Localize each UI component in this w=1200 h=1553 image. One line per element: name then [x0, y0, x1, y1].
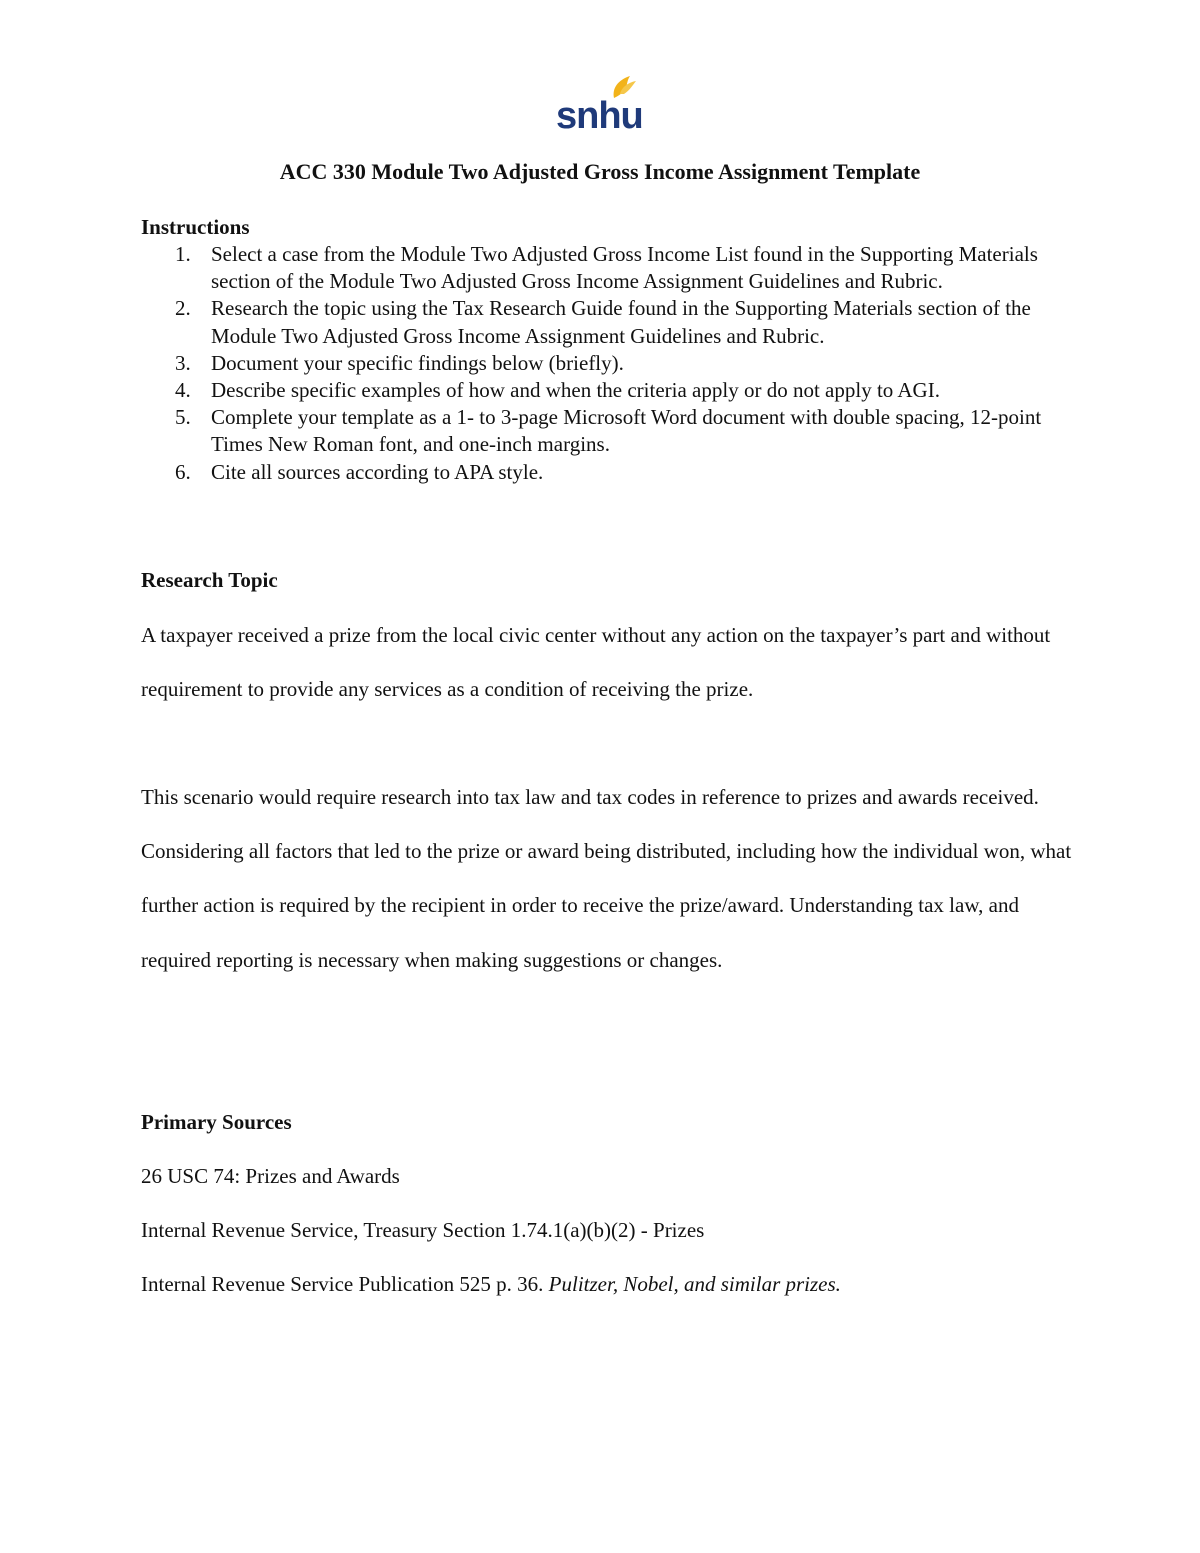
instruction-number: 3.	[175, 350, 191, 375]
source-text: 26 USC 74: Prizes and Awards	[141, 1164, 400, 1188]
instruction-item	[141, 404, 1071, 458]
instructions-heading: Instructions	[141, 215, 250, 239]
instructions-list	[141, 241, 1071, 486]
instruction-item	[141, 377, 1071, 404]
primary-sources-heading: Primary Sources	[141, 1110, 292, 1134]
instruction-item	[141, 295, 1071, 349]
instruction-text: Select a case from the Module Two Adjusted Gross Income List found in the Supporting Materials section of the Module Two Adjusted Gross Income Assignment Guidelines and Rubric.	[211, 242, 1038, 294]
instruction-text: Describe specific examples of how and when the criteria apply or do not apply to AGI.	[211, 378, 940, 403]
source-text: Internal Revenue Service, Treasury Section 1.74.1(a)(b)(2) - Prizes	[141, 1218, 705, 1242]
instruction-text: Cite all sources according to APA style.	[211, 459, 544, 484]
research-topic-paragraph-1: A taxpayer received a prize from the local civic center without any action on the taxpayer’s part and without requirement to provide any services as a condition of receiving the prize.	[141, 623, 1051, 702]
instruction-number: 5.	[175, 405, 191, 430]
instruction-item	[141, 459, 1071, 486]
logo-text: snhu	[556, 95, 643, 134]
instruction-item	[141, 350, 1071, 377]
snhu-logo	[552, 72, 644, 134]
instruction-number: 2.	[175, 296, 191, 321]
instruction-text: Research the topic using the Tax Research Guide found in the Supporting Materials section of the Module Two Adjusted Gross Income Assignment Guidelines and Rubric.	[211, 296, 1031, 348]
snhu-logo-icon	[552, 72, 644, 134]
research-topic-paragraph-2: This scenario would require research into tax law and tax codes in reference to prizes and awards received. Considering all factors that led to the prize or award being distributed, including how the individual won, what further action is required by the recipient in order to receive the prize/award. Understanding tax law, and required reporting is necessary when making suggestions or changes.	[141, 785, 1072, 972]
source-italic-text: Pulitzer, Nobel, and similar prizes.	[548, 1272, 841, 1296]
instruction-number: 4.	[175, 378, 191, 403]
instruction-text: Complete your template as a 1- to 3-page Microsoft Word document with double spacing, 12-point Times New Roman font, and one-inch margins.	[211, 405, 1042, 457]
instruction-text: Document your specific findings below (briefly).	[211, 350, 624, 375]
source-text: Internal Revenue Service Publication 525 p. 36.	[141, 1272, 549, 1296]
source-item	[141, 1216, 704, 1244]
source-item	[141, 1162, 400, 1190]
source-item	[141, 1270, 841, 1298]
instruction-number: 1.	[175, 242, 191, 266]
instruction-item	[141, 241, 1071, 295]
instruction-number: 6.	[175, 459, 191, 484]
document-title: ACC 330 Module Two Adjusted Gross Income Assignment Template	[279, 159, 921, 184]
research-topic-heading: Research Topic	[141, 568, 278, 592]
